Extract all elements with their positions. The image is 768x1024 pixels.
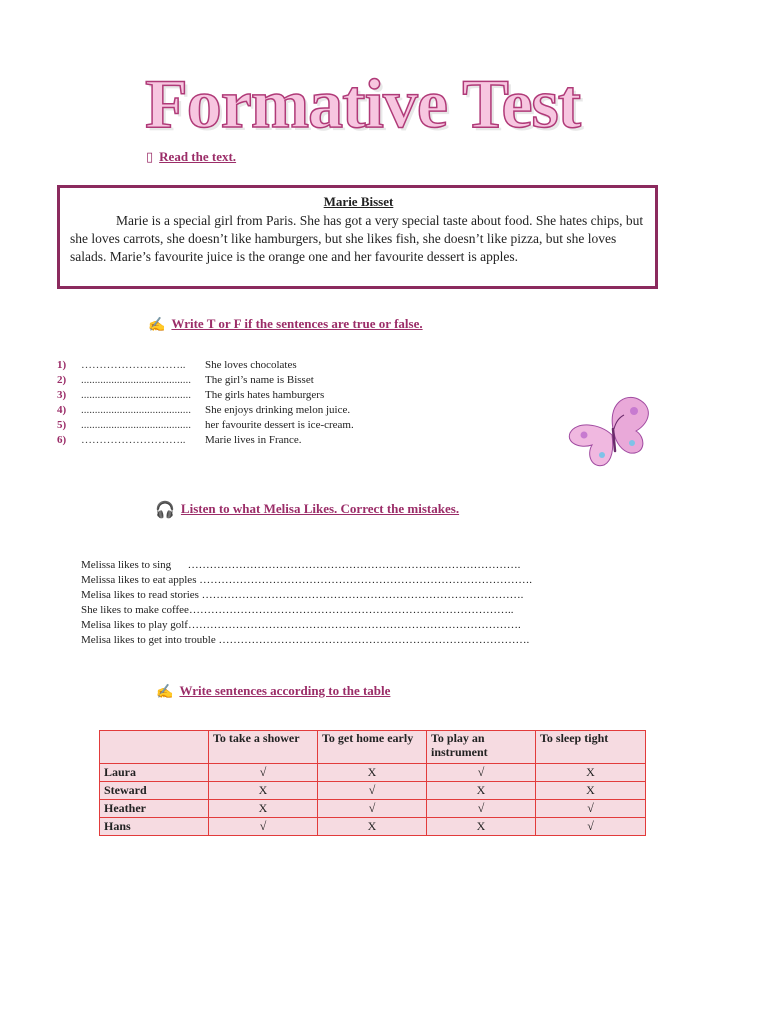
mark-cell: √ <box>318 800 427 818</box>
list-item <box>57 418 354 433</box>
mark-cell: √ <box>209 764 318 782</box>
correction-blank[interactable]: ……………………………………………………………………………. <box>198 589 524 601</box>
answer-blank[interactable]: ........................................ <box>81 389 191 401</box>
answer-blank[interactable]: ……………………….. <box>81 434 186 446</box>
listening-statement: Melisa likes to play golf <box>81 619 188 631</box>
listening-heading-text: Listen to what Melisa Likes. Correct the mistakes. <box>180 500 460 516</box>
list-item <box>81 588 532 603</box>
item-number: 5) <box>57 419 67 431</box>
list-item <box>57 433 354 448</box>
statement-text: She loves chocolates <box>205 359 297 371</box>
column-header: To take a shower <box>209 731 318 764</box>
listening-statement: Melisa likes to get into trouble <box>81 634 216 646</box>
item-number: 3) <box>57 389 67 401</box>
true-false-list <box>57 358 354 448</box>
bullet-icon: ▯ <box>146 149 154 164</box>
statement-text: her favourite dessert is ice-cream. <box>205 419 354 431</box>
reading-title: Marie Bisset <box>323 194 394 209</box>
mark-cell: √ <box>209 818 318 836</box>
true-false-heading-text: Write T or F if the sentences are true or false. <box>171 316 423 331</box>
table-row <box>100 782 646 800</box>
listening-heading <box>155 500 459 520</box>
mark-cell: √ <box>427 800 536 818</box>
mark-cell: √ <box>536 818 646 836</box>
list-item <box>81 618 532 633</box>
reading-box <box>57 185 658 289</box>
item-number: 2) <box>57 374 67 386</box>
reading-body: Marie is a special girl from Paris. She has got a very special taste about food. She hates chips, but she loves carrots, she doesn’t like hamburgers, but she likes fish, she doesn’t like pizza, but she loves salads. Marie’s favourite juice is the orange one and her favourite dessert is apples. <box>70 213 644 264</box>
list-item <box>81 603 532 618</box>
page-title: Formative Test <box>145 66 581 143</box>
mark-cell: X <box>536 764 646 782</box>
read-instruction <box>146 149 236 165</box>
list-item <box>81 558 532 573</box>
statement-text: The girl’s name is Bisset <box>205 374 314 386</box>
row-name: Laura <box>100 764 209 782</box>
mark-cell: √ <box>318 782 427 800</box>
mark-cell: √ <box>536 800 646 818</box>
answer-blank[interactable]: ........................................ <box>81 419 191 431</box>
row-name: Steward <box>100 782 209 800</box>
butterfly-icon <box>566 393 660 477</box>
headphones-icon: 🎧 <box>155 502 175 519</box>
column-header: To sleep tight <box>536 731 646 764</box>
list-item <box>57 358 354 373</box>
table-header-row <box>100 731 646 764</box>
mark-cell: X <box>318 764 427 782</box>
correction-blank[interactable]: …………………………………………………………………………. <box>215 634 530 646</box>
writing-hand-icon: ✍ <box>156 684 174 700</box>
table-heading-text: Write sentences according to the table <box>179 683 391 698</box>
correction-blank[interactable]: ………………………………………………………………………………. <box>196 574 532 586</box>
listening-statement: Melissa likes to eat apples <box>81 574 197 586</box>
list-item <box>57 403 354 418</box>
true-false-heading <box>148 316 423 334</box>
listening-statement: Melissa likes to sing <box>81 559 172 571</box>
mark-cell: X <box>536 782 646 800</box>
listening-statement: Melisa likes to read stories <box>81 589 199 601</box>
table-row <box>100 800 646 818</box>
mark-cell: X <box>209 800 318 818</box>
activity-table <box>99 730 646 836</box>
list-item <box>57 373 354 388</box>
answer-blank[interactable]: ........................................ <box>81 404 191 416</box>
mark-cell: X <box>427 818 536 836</box>
mark-cell: X <box>318 818 427 836</box>
statement-text: Marie lives in France. <box>205 434 302 446</box>
mark-cell: √ <box>427 764 536 782</box>
list-item <box>57 388 354 403</box>
answer-blank[interactable]: ……………………….. <box>81 359 186 371</box>
correction-blank[interactable]: …………………………………………………………………………….. <box>188 604 514 616</box>
item-number: 6) <box>57 434 67 446</box>
row-name: Hans <box>100 818 209 836</box>
read-instruction-text: Read the text. <box>159 149 237 164</box>
list-item <box>81 633 532 648</box>
table-row <box>100 764 646 782</box>
listening-statement: She likes to make coffee <box>81 604 189 616</box>
item-number: 1) <box>57 359 67 371</box>
item-number: 4) <box>57 404 67 416</box>
listening-list <box>81 558 532 648</box>
mark-cell: X <box>209 782 318 800</box>
column-header: To get home early <box>318 731 427 764</box>
statement-text: She enjoys drinking melon juice. <box>205 404 351 416</box>
table-corner-cell <box>100 731 209 764</box>
row-name: Heather <box>100 800 209 818</box>
writing-hand-icon: ✍ <box>148 317 166 333</box>
list-item <box>81 573 532 588</box>
mark-cell: X <box>427 782 536 800</box>
correction-blank[interactable]: ………………………………………………………………………………. <box>187 619 521 631</box>
column-header: To play an instrument <box>427 731 536 764</box>
correction-blank[interactable]: ………………………………………………………………………………. <box>171 559 521 571</box>
answer-blank[interactable]: ........................................ <box>81 374 191 386</box>
table-heading <box>156 683 390 701</box>
table-row <box>100 818 646 836</box>
statement-text: The girls hates hamburgers <box>205 389 325 401</box>
